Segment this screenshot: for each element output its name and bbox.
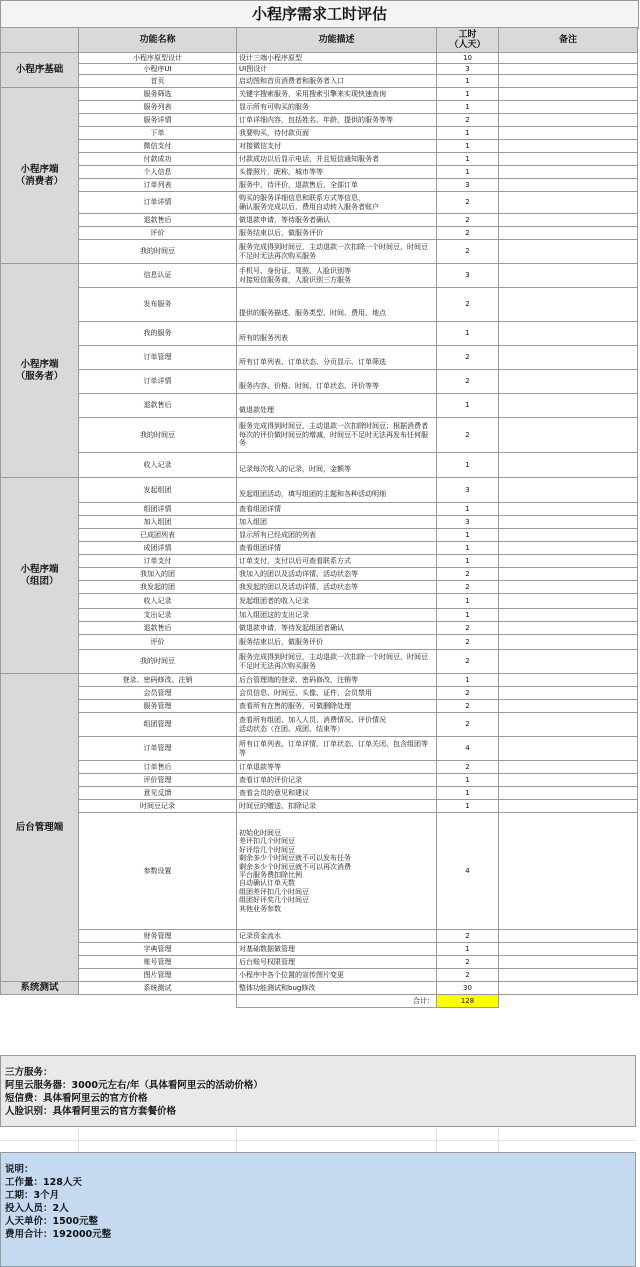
function-desc-cell: 查看订单的评价记录 [237,774,437,787]
function-name-cell: 支出记录 [79,609,237,622]
grid-line [236,1128,237,1152]
hours-cell: 2 [437,114,499,127]
hours-cell: 1 [437,787,499,800]
table-row [1,88,638,101]
notes-cell [499,288,638,322]
hours-cell: 1 [437,503,499,516]
function-desc-cell: 会员信息、时间豆、头像、证件、会员禁用 [237,687,437,700]
function-name-cell: 订单售后 [79,761,237,774]
summary-notes [0,1152,636,1267]
function-desc-cell: 所有的服务列表 [237,322,437,346]
function-name-cell: 服务筛选 [79,88,237,101]
notes-cell [499,555,638,568]
function-name-cell: 我加入的团 [79,568,237,581]
function-desc-cell: 购买的服务详细信息和联系方式等信息， 确认服务完成以后，费用自动转入服务者账户 [237,192,437,214]
table-row [1,394,638,418]
hours-cell: 3 [437,516,499,529]
hours-cell: 1 [437,127,499,140]
function-desc-cell: 服务中，待评价，退款售后，全部订单 [237,179,437,192]
hours-cell: 4 [437,737,499,761]
notes-cell [499,346,638,370]
table-row [1,53,638,64]
table-row [1,101,638,114]
table-row [1,737,638,761]
function-name-cell: 会员管理 [79,687,237,700]
hours-cell: 1 [437,609,499,622]
notes-cell [499,529,638,542]
hours-cell: 2 [437,581,499,594]
hours-cell: 2 [437,240,499,264]
hours-cell: 2 [437,969,499,982]
hours-cell: 2 [437,635,499,650]
function-desc-cell: 我加入的团以及活动详情、活动状态等 [237,568,437,581]
function-desc-cell: 整体功能测试和bug修改 [237,982,437,995]
function-name-cell: 订单详情 [79,370,237,394]
function-desc-cell: 做退款申请，等待服务者确认 [237,214,437,227]
function-name-cell: 订单列表 [79,179,237,192]
hours-cell: 1 [437,322,499,346]
function-desc-cell: 订单支付，支付以后可查看联系方式 [237,555,437,568]
summary-line: 投入人员：2人 [5,1203,69,1214]
notes-cell [499,227,638,240]
third-party-line: 人脸识别：具体看阿里云的官方套餐价格 [5,1106,177,1117]
function-name-cell: 财务管理 [79,930,237,943]
hours-cell: 2 [437,761,499,774]
notes-cell [499,192,638,214]
hours-cell: 1 [437,594,499,609]
hours-cell: 2 [437,214,499,227]
function-desc-cell: 发起组团者的收入记录 [237,594,437,609]
function-desc-cell: 后台账号权限管理 [237,956,437,969]
function-name-cell: 信息认证 [79,264,237,288]
function-desc-cell: 所有订单列表、订单详情、订单状态、订单关闭、包含组团等等 [237,737,437,761]
hours-cell: 2 [437,700,499,713]
notes-cell [499,88,638,101]
table-row [1,240,638,264]
hours-cell: 1 [437,800,499,813]
table-row [1,594,638,609]
function-name-cell: 我发起的团 [79,581,237,594]
notes-cell [499,713,638,737]
table-row [1,153,638,166]
function-name-cell: 发布服务 [79,288,237,322]
hours-cell: 2 [437,650,499,674]
notes-cell [499,478,638,503]
function-desc-cell: 对基础数据做管理 [237,943,437,956]
function-desc-cell: 加入组团 [237,516,437,529]
function-desc-cell: 做退款申请，等待发起组团者确认 [237,622,437,635]
blank-cell [1,995,79,1008]
function-desc-cell: 查看组团详情 [237,542,437,555]
function-name-cell: 退款售后 [79,394,237,418]
function-desc-cell: 订单退款等等 [237,761,437,774]
table-row [1,516,638,529]
function-name-cell: 退款售后 [79,214,237,227]
function-desc-cell: 显示所有已经成团的列表 [237,529,437,542]
table-row [1,503,638,516]
notes-cell [499,114,638,127]
notes-cell [499,516,638,529]
header-function-desc: 功能描述 [237,28,437,53]
table-row [1,322,638,346]
notes-cell [499,64,638,75]
notes-cell [499,635,638,650]
table-row [1,478,638,503]
function-name-cell: 订单详情 [79,192,237,214]
notes-cell [499,370,638,394]
table-row [1,529,638,542]
function-name-cell: 下单 [79,127,237,140]
function-desc-cell: 提供的服务描述、服务类型、时间、费用、地点 [237,288,437,322]
grid-line [0,1140,636,1141]
notes-cell [499,813,638,930]
notes-cell [499,179,638,192]
total-row [1,995,638,1008]
notes-cell [499,650,638,674]
function-desc-cell: 记录每次收入的记录，时间，金额等 [237,453,437,478]
table-row [1,813,638,930]
header-function-name: 功能名称 [79,28,237,53]
function-desc-cell: 服务完成得到时间豆，主动退款一次扣除一个时间豆，时间豆不足时无法再次购买服务 [237,650,437,674]
function-name-cell: 小程序UI [79,64,237,75]
function-name-cell: 加入组团 [79,516,237,529]
function-name-cell: 我的时间豆 [79,240,237,264]
table-row [1,930,638,943]
function-name-cell: 已成团列表 [79,529,237,542]
function-name-cell: 评价 [79,227,237,240]
function-name-cell: 评价 [79,635,237,650]
function-name-cell: 微信支付 [79,140,237,153]
third-party-line: 阿里云服务器：3000元左右/年（具体看阿里云的活动价格） [5,1080,263,1091]
function-name-cell: 首页 [79,75,237,88]
hours-cell: 1 [437,140,499,153]
notes-cell [499,700,638,713]
function-name-cell: 组团详情 [79,503,237,516]
notes-cell [499,503,638,516]
function-name-cell: 系统测试 [79,982,237,995]
grid-line [78,1128,79,1152]
hours-cell: 1 [437,394,499,418]
hours-cell: 3 [437,264,499,288]
table-row [1,650,638,674]
function-name-cell: 意见反馈 [79,787,237,800]
function-desc-cell: 后台管理端的登录、密码修改、注销等 [237,674,437,687]
function-desc-cell: 时间豆的赠送、扣除记录 [237,800,437,813]
hours-cell: 2 [437,568,499,581]
function-desc-cell: 服务完成得到时间豆，主动退款一次扣除时间豆；根据消费者每次的评价做时间豆的增减，时间豆不足时无法再发布任何服务 [237,418,437,453]
function-name-cell: 时间豆记录 [79,800,237,813]
table-row [1,114,638,127]
table-row [1,75,638,88]
header-row [1,28,638,53]
table-row [1,418,638,453]
function-desc-cell: 手机号、身份证、驾照、人脸识别等 对接短信服务商，人脸识别三方服务 [237,264,437,288]
notes-cell [499,322,638,346]
table-row [1,713,638,737]
header-notes: 备注 [499,28,638,53]
hours-cell: 2 [437,713,499,737]
hours-cell: 1 [437,101,499,114]
category-cell: 小程序端 （服务者） [1,264,79,478]
category-cell: 系统测试 [1,982,79,995]
notes-cell [499,453,638,478]
table-row [1,227,638,240]
hours-cell: 2 [437,227,499,240]
notes-cell [499,542,638,555]
table-row [1,140,638,153]
function-name-cell: 个人信息 [79,166,237,179]
function-desc-cell: 初始化时间豆 差评扣几个时间豆 好评给几个时间豆 剩余多少个时间豆就不可以发布任务 剩余多少个时间豆就不可以再次消费 平台服务费扣除比例 自动确认订单天数 组团差评扣几个时间豆 组团好评奖几个时间豆 其他业务参数 [237,813,437,930]
category-cell: 后台管理端 [1,674,79,982]
function-desc-cell: 记录资金流水 [237,930,437,943]
blank-cell [499,995,638,1008]
hours-cell: 2 [437,930,499,943]
function-name-cell: 我的时间豆 [79,650,237,674]
function-desc-cell: 关键字搜索服务，采用搜索引擎来实现快速查询 [237,88,437,101]
table-row [1,787,638,800]
table-row [1,264,638,288]
table-row [1,166,638,179]
function-desc-cell: 小程序中各个位置的宣传图片变更 [237,969,437,982]
table-row [1,346,638,370]
table-row [1,800,638,813]
hours-cell: 30 [437,982,499,995]
notes-cell [499,264,638,288]
table-row [1,943,638,956]
table-row [1,609,638,622]
notes-cell [499,75,638,88]
notes-cell [499,622,638,635]
function-name-cell: 账号管理 [79,956,237,969]
category-cell: 小程序端 （消费者） [1,88,79,264]
notes-cell [499,674,638,687]
table-row [1,761,638,774]
notes-cell [499,53,638,64]
table-row [1,622,638,635]
table-row [1,635,638,650]
category-cell: 小程序端 （组团） [1,478,79,674]
table-row [1,568,638,581]
notes-cell [499,394,638,418]
function-desc-cell: 启动图和首页消费者和服务者入口 [237,75,437,88]
table-row [1,370,638,394]
function-name-cell: 服务详情 [79,114,237,127]
hours-cell: 1 [437,774,499,787]
summary-line: 说明： [5,1164,34,1175]
total-label: 合计： [237,995,437,1008]
function-name-cell: 服务管理 [79,700,237,713]
summary-line: 工作量：128人天 [5,1177,82,1188]
notes-cell [499,153,638,166]
function-name-cell: 评价管理 [79,774,237,787]
function-name-cell: 退款售后 [79,622,237,635]
notes-cell [499,594,638,609]
function-name-cell: 订单管理 [79,346,237,370]
notes-cell [499,687,638,700]
function-desc-cell: 查看所有组团、加入人员、消费情况、评价情况 活动状态（在团、成团、结束等） [237,713,437,737]
hours-cell: 2 [437,622,499,635]
function-desc-cell: 服务结束以后，做服务评价 [237,635,437,650]
notes-cell [499,761,638,774]
table-row [1,453,638,478]
summary-line: 费用合计：192000元整 [5,1229,112,1240]
grid-line [498,1128,499,1152]
notes-cell [499,140,638,153]
table-row [1,774,638,787]
hours-cell: 1 [437,674,499,687]
notes-cell [499,956,638,969]
table-row [1,192,638,214]
notes-cell [499,737,638,761]
notes-cell [499,943,638,956]
table-row [1,674,638,687]
notes-cell [499,982,638,995]
table-row [1,687,638,700]
hours-cell: 2 [437,687,499,700]
notes-cell [499,930,638,943]
function-name-cell: 我的服务 [79,322,237,346]
function-desc-cell: 设计三端小程序原型 [237,53,437,64]
table-row [1,969,638,982]
function-desc-cell: 查看会员的意见和建议 [237,787,437,800]
hours-cell: 1 [437,943,499,956]
hours-cell: 1 [437,529,499,542]
table-row [1,581,638,594]
function-desc-cell: 我要购买，待付款页面 [237,127,437,140]
notes-cell [499,969,638,982]
notes-cell [499,240,638,264]
function-name-cell: 订单支付 [79,555,237,568]
notes-cell [499,609,638,622]
notes-cell [499,800,638,813]
notes-cell [499,127,638,140]
function-desc-cell: 查看组团详情 [237,503,437,516]
table-row [1,956,638,969]
function-name-cell: 订单管理 [79,737,237,761]
table-row [1,982,638,995]
function-name-cell: 发起组团 [79,478,237,503]
hours-cell: 1 [437,453,499,478]
hours-cell: 2 [437,370,499,394]
function-name-cell: 成团详情 [79,542,237,555]
notes-cell [499,787,638,800]
page-title: 小程序需求工时评估 [0,0,639,29]
hours-cell: 10 [437,53,499,64]
function-desc-cell: 头像照片，昵称，城市等等 [237,166,437,179]
table-row [1,127,638,140]
function-desc-cell: 所有订单列表、订单状态、分页显示、订单筛选 [237,346,437,370]
function-desc-cell: 服务结束以后，做服务评价 [237,227,437,240]
summary-line: 人天单价：1500元整 [5,1216,98,1227]
header-category [1,28,79,53]
function-desc-cell: 加入组团这的支出记录 [237,609,437,622]
function-name-cell: 收入记录 [79,594,237,609]
notes-cell [499,568,638,581]
function-desc-cell: 订单详细内容，包括姓名，年龄，提供的服务等等 [237,114,437,127]
function-desc-cell: 做退款处理 [237,394,437,418]
hours-cell: 3 [437,64,499,75]
function-name-cell: 图片管理 [79,969,237,982]
total-value: 128 [437,995,499,1008]
function-desc-cell: 显示所有可购买的服务 [237,101,437,114]
table-row [1,288,638,322]
function-desc-cell: 发起组团活动，填写组团的主题和各种活动明细 [237,478,437,503]
function-name-cell: 参数设置 [79,813,237,930]
hours-cell: 1 [437,166,499,179]
estimate-table [0,27,638,1008]
function-name-cell: 小程序原型设计 [79,53,237,64]
function-desc-cell: 服务内容、价格、时间、订单状态、评价等等 [237,370,437,394]
hours-cell: 2 [437,346,499,370]
table-row [1,542,638,555]
notes-cell [499,166,638,179]
summary-line: 工期：3个月 [5,1190,60,1201]
function-desc-cell: UI图设计 [237,64,437,75]
hours-cell: 2 [437,192,499,214]
hours-cell: 3 [437,478,499,503]
blank-cell [79,995,237,1008]
table-row [1,179,638,192]
function-name-cell: 我的时间豆 [79,418,237,453]
function-desc-cell: 我发起的团以及活动详情、活动状态等 [237,581,437,594]
hours-cell: 2 [437,288,499,322]
hours-cell: 3 [437,179,499,192]
function-desc-cell: 查看所有在售的服务，可做删除处理 [237,700,437,713]
table-row [1,214,638,227]
hours-cell: 1 [437,555,499,568]
hours-cell: 1 [437,153,499,166]
function-name-cell: 收入记录 [79,453,237,478]
third-party-line: 三方服务： [5,1067,53,1078]
function-name-cell: 字典管理 [79,943,237,956]
notes-cell [499,581,638,594]
table-row [1,64,638,75]
hours-cell: 2 [437,956,499,969]
hours-cell: 4 [437,813,499,930]
notes-cell [499,214,638,227]
function-name-cell: 登录、密码修改、注销 [79,674,237,687]
function-desc-cell: 对接微信支付 [237,140,437,153]
third-party-services [0,1055,636,1127]
table-row [1,700,638,713]
third-party-line: 短信费：具体看阿里云的官方价格 [5,1093,148,1104]
notes-cell [499,774,638,787]
function-desc-cell: 服务完成得到时间豆，主动退款一次扣除一个时间豆，时间豆不足时无法再次购买服务 [237,240,437,264]
category-cell: 小程序基础 [1,53,79,88]
hours-cell: 1 [437,88,499,101]
table-row [1,555,638,568]
function-desc-cell: 付款成功以后显示电话，并且短信通知服务者 [237,153,437,166]
hours-cell: 1 [437,75,499,88]
grid-line [436,1128,437,1152]
function-name-cell: 组团管理 [79,713,237,737]
function-name-cell: 服务列表 [79,101,237,114]
function-name-cell: 付款成功 [79,153,237,166]
notes-cell [499,418,638,453]
hours-cell: 2 [437,418,499,453]
header-hours: 工时 （人天） [437,28,499,53]
hours-cell: 1 [437,542,499,555]
notes-cell [499,101,638,114]
